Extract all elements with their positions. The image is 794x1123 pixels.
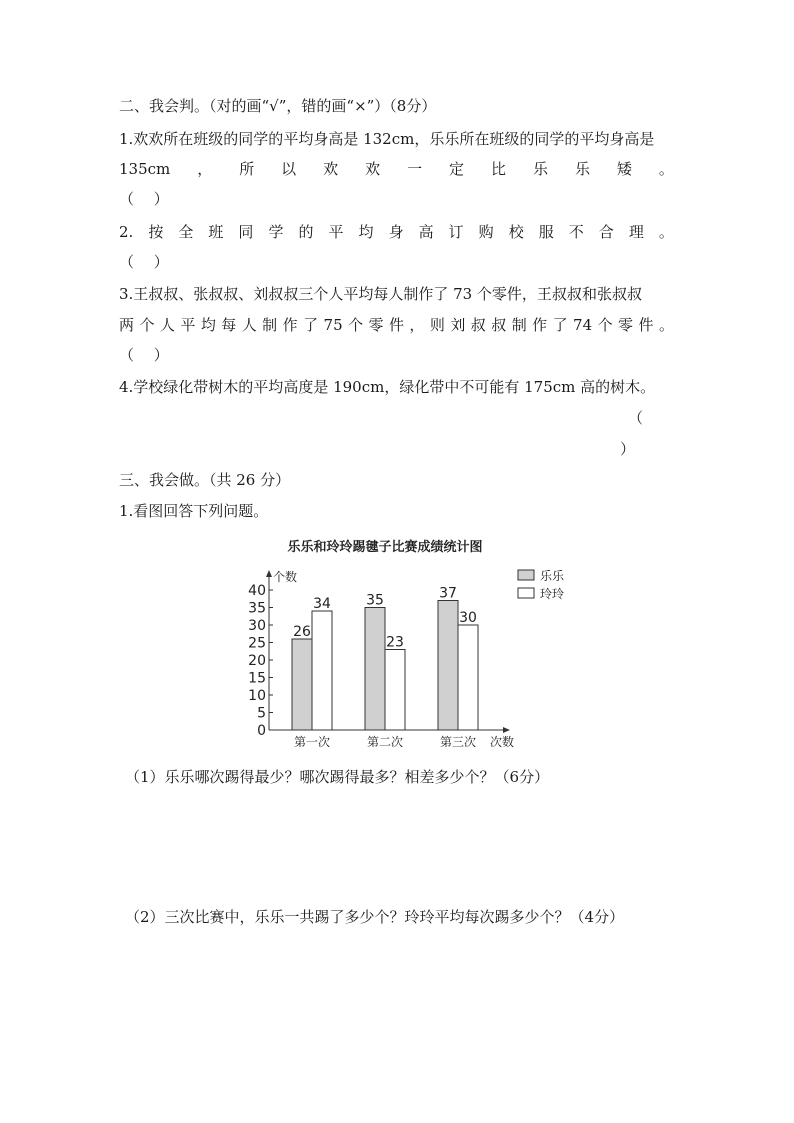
- bar-value-label: 30: [459, 610, 477, 626]
- text-token: 购: [478, 223, 494, 241]
- text-token: 2.: [119, 223, 134, 241]
- legend-label: 乐乐: [540, 569, 565, 583]
- y-tick-label: 30: [248, 618, 266, 634]
- bar-chart: [240, 530, 580, 755]
- bar-lele-3: [438, 601, 458, 731]
- section3-heading: 三、我会做。（共 26 分）: [119, 471, 291, 489]
- text-token: 合: [598, 223, 614, 241]
- text-token: 件: [388, 316, 404, 334]
- text-token: 以: [281, 160, 297, 178]
- text-token: 身: [388, 223, 404, 241]
- q4-paren-close[interactable]: ）: [620, 440, 636, 458]
- y-tick-label: 25: [248, 635, 266, 652]
- y-axis-label: 个数: [273, 570, 298, 584]
- bar-value-label: 23: [386, 634, 404, 651]
- q2-line: [119, 222, 674, 242]
- bar-value-label: 26: [293, 624, 311, 640]
- text-token: 班: [208, 223, 224, 241]
- legend-swatch: [518, 588, 534, 598]
- text-token: 叔: [491, 316, 507, 334]
- text-token: 制: [511, 316, 527, 334]
- sub-question-1: （1）乐乐哪次踢得最少？哪次踢得最多？相差多少个？（6分）: [125, 768, 550, 786]
- x-tick-labels: [294, 734, 476, 749]
- text-token: 一: [407, 160, 423, 178]
- section3-q1-intro: 1.看图回答下列问题。: [119, 502, 269, 520]
- text-token: 个: [597, 316, 613, 334]
- text-token: 均: [200, 316, 216, 334]
- text-token: 每: [221, 316, 237, 334]
- chart-title: 乐乐和玲玲踢毽子比赛成绩统计图: [287, 540, 483, 555]
- bar-value-label: 34: [313, 596, 331, 612]
- x-tick-label: 第二次: [366, 735, 404, 749]
- text-token: 则: [429, 316, 445, 334]
- text-token: 人: [159, 316, 175, 334]
- text-token: ，: [197, 160, 213, 178]
- text-token: 同: [238, 223, 254, 241]
- text-token: 。: [658, 316, 674, 334]
- y-tick-label: 5: [257, 705, 266, 722]
- legend-label: 玲玲: [540, 587, 565, 601]
- text-token: 比: [491, 160, 507, 178]
- text-token: 不: [568, 223, 584, 241]
- text-token: 校: [508, 223, 524, 241]
- text-token: 零: [618, 316, 634, 334]
- y-tick-label: 20: [248, 653, 266, 669]
- text-token: 乐: [574, 160, 590, 178]
- text-token: 个: [348, 316, 364, 334]
- text-token: 平: [180, 316, 196, 334]
- text-token: 服: [538, 223, 554, 241]
- text-token: 乐: [532, 160, 548, 178]
- text-token: 理: [628, 223, 644, 241]
- text-token: 74: [573, 316, 593, 334]
- sub-question-2: （2）三次比赛中，乐乐一共踢了多少个？玲玲平均每次踢多少个？（4分）: [125, 908, 625, 926]
- bar-value-label: 37: [439, 585, 457, 602]
- text-token: 的: [298, 223, 314, 241]
- text-token: 零: [368, 316, 384, 334]
- q1-answer-paren[interactable]: （ ）: [119, 190, 169, 208]
- x-tick-label: 第三次: [439, 735, 477, 749]
- text-token: 。: [658, 160, 674, 178]
- q4-line1: 4.学校绿化带树木的平均高度是 190cm，绿化带中不可能有 175cm 高的树木。: [119, 378, 656, 396]
- q1-line1: 1.欢欢所在班级的同学的平均身高是 132cm，乐乐所在班级的同学的平均身高是: [119, 130, 655, 148]
- bar-lele-2: [365, 608, 385, 731]
- text-token: 刘: [450, 316, 466, 334]
- text-token: 了: [303, 316, 319, 334]
- bar-value-label: 35: [366, 592, 384, 609]
- y-tick-label: 40: [248, 583, 266, 599]
- text-token: 均: [358, 223, 374, 241]
- text-token: 定: [449, 160, 465, 178]
- bars: [292, 586, 478, 731]
- q3-line1: 3.王叔叔、张叔叔、刘叔叔三个人平均每人制作了 73 个零件，王叔叔和张叔叔: [119, 285, 642, 303]
- text-token: 人: [241, 316, 257, 334]
- text-token: 作: [532, 316, 548, 334]
- text-token: 制: [262, 316, 278, 334]
- q4-paren-open[interactable]: （: [628, 409, 644, 427]
- x-tick-label: 第一次: [293, 735, 331, 749]
- q3-line2: [119, 315, 674, 335]
- q1-line2: [119, 159, 674, 179]
- text-token: 两: [119, 316, 135, 334]
- section2-heading: 二、我会判。（对的画“√”，错的画“×”）（8分）: [119, 97, 437, 115]
- text-token: ，: [409, 316, 425, 334]
- x-axis-arrow: [503, 727, 510, 733]
- x-axis-label: 次数: [490, 735, 515, 749]
- text-token: 全: [178, 223, 194, 241]
- bar-lele-1: [292, 639, 312, 730]
- text-token: 135cm: [119, 160, 171, 178]
- text-token: 。: [658, 223, 674, 241]
- legend-swatch: [518, 570, 534, 580]
- text-token: 件: [638, 316, 654, 334]
- q2-answer-paren[interactable]: （ ）: [119, 253, 169, 271]
- y-tick-label: 35: [248, 600, 266, 617]
- bar-lingling-3: [458, 625, 478, 730]
- y-tick-label: 10: [248, 688, 266, 704]
- text-token: 矮: [616, 160, 632, 178]
- text-token: 个: [139, 316, 155, 334]
- text-token: 了: [552, 316, 568, 334]
- text-token: 欢: [365, 160, 381, 178]
- text-token: 平: [328, 223, 344, 241]
- text-token: 按: [148, 223, 164, 241]
- text-token: 叔: [470, 316, 486, 334]
- text-token: 作: [282, 316, 298, 334]
- text-token: 欢: [323, 160, 339, 178]
- y-tick-label: 15: [248, 670, 266, 687]
- text-token: 75: [323, 316, 343, 334]
- q3-answer-paren[interactable]: （ ）: [119, 346, 169, 364]
- chart-legend: [518, 569, 565, 601]
- text-token: 所: [239, 160, 255, 178]
- y-tick-label: 0: [257, 723, 266, 739]
- y-axis-arrow: [266, 570, 272, 577]
- text-token: 高: [418, 223, 434, 241]
- text-token: 订: [448, 223, 464, 241]
- text-token: 学: [268, 223, 284, 241]
- bar-lingling-1: [312, 611, 332, 730]
- bar-lingling-2: [385, 650, 405, 731]
